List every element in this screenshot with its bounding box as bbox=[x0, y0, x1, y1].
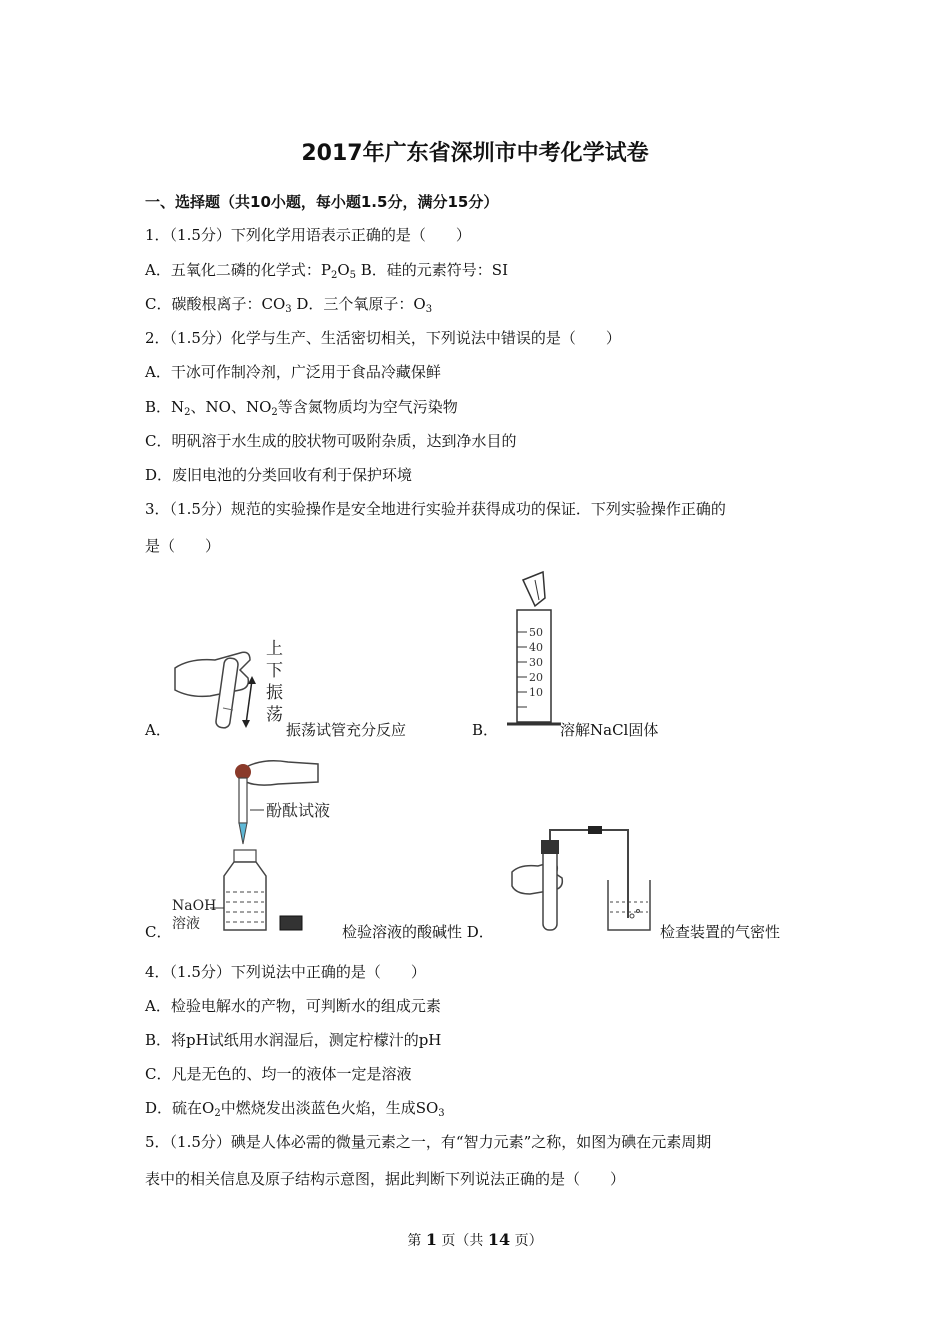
scale-10: 10 bbox=[529, 686, 543, 699]
figure-dropper-bottle bbox=[168, 752, 343, 937]
fig-a-text-3: 振 bbox=[266, 683, 283, 703]
fig-a-text-4: 荡 bbox=[266, 705, 283, 725]
q3-a-caption: 振荡试管充分反应 bbox=[286, 721, 407, 739]
fig-c-naoh-2: 溶液 bbox=[172, 916, 200, 932]
q1-options-ab: A．五氧化二磷的化学式：$P_2O_5$ B．硅的元素符号：SI bbox=[145, 261, 508, 281]
q4-option-a: A．检验电解水的产物，可判断水的组成元素 bbox=[145, 997, 441, 1015]
q4-option-d: D．硫在$O_2$中燃烧发出淡蓝色火焰，生成$SO_3$ bbox=[145, 1099, 445, 1119]
q2-option-c: C．明矾溶于水生成的胶状物可吸附杂质，达到净水目的 bbox=[145, 432, 517, 450]
q2-option-a: A．干冰可作制冷剂，广泛用于食品冷藏保鲜 bbox=[145, 363, 441, 381]
page-footer: 第 1 页（共 14 页） bbox=[407, 1230, 543, 1249]
q3-d-caption: 检查装置的气密性 bbox=[660, 923, 781, 941]
figure-graduated-cylinder bbox=[505, 570, 565, 732]
q3-stem-line1: 3．（1.5分）规范的实验操作是安全地进行实验并获得成功的保证．下列实验操作正确的 bbox=[145, 500, 726, 518]
page-number: 1 bbox=[425, 1230, 437, 1249]
fig-a-text-1: 上 bbox=[266, 639, 283, 659]
q3-c-label: C． bbox=[145, 923, 172, 941]
q3-c-caption: 检验溶液的酸碱性 D． bbox=[342, 923, 494, 941]
section-heading: 一、选择题（共10小题，每小题1.5分，满分15分） bbox=[145, 193, 499, 211]
fig-a-text-2: 下 bbox=[266, 661, 283, 681]
scale-30: 30 bbox=[529, 656, 543, 669]
figure-shaking-test-tube bbox=[170, 628, 290, 733]
scale-20: 20 bbox=[529, 671, 543, 684]
q4-option-b: B．将pH试纸用水润湿后，测定柠檬汁的pH bbox=[145, 1031, 442, 1049]
fig-c-reagent-label: 酚酞试液 bbox=[266, 801, 331, 820]
scale-40: 40 bbox=[529, 641, 543, 654]
scale-50: 50 bbox=[529, 626, 543, 639]
q1-options-cd: C．碳酸根离子：$CO_3$ D．三个氧原子：$O_3$ bbox=[145, 295, 433, 315]
q3-stem-line2: 是（ ） bbox=[145, 537, 221, 555]
q2-option-d: D．废旧电池的分类回收有利于保护环境 bbox=[145, 466, 413, 484]
figure-airtightness-check bbox=[510, 822, 660, 934]
q2-option-b: B．$N_2$、NO、$NO_2$等含氮物质均为空气污染物 bbox=[145, 398, 458, 418]
fig-c-naoh-1: NaOH bbox=[172, 898, 217, 914]
q2-stem: 2．（1.5分）化学与生产、生活密切相关，下列说法中错误的是（ ） bbox=[145, 329, 621, 347]
q4-option-c: C．凡是无色的、均一的液体一定是溶液 bbox=[145, 1065, 412, 1083]
page-title: 2017年广东省深圳市中考化学试卷 bbox=[301, 141, 649, 166]
q3-a-label: A． bbox=[145, 721, 171, 739]
page-total: 14 bbox=[487, 1230, 511, 1249]
q5-stem-line1: 5．（1.5分）碘是人体必需的微量元素之一，有“智力元素”之称，如图为碘在元素周期 bbox=[145, 1133, 712, 1151]
q3-b-label: B． bbox=[472, 721, 499, 739]
q3-b-caption: 溶解NaCl固体 bbox=[560, 721, 659, 739]
q1-stem: 1．（1.5分）下列化学用语表示正确的是（ ） bbox=[145, 226, 471, 244]
q4-stem: 4．（1.5分）下列说法中正确的是（ ） bbox=[145, 963, 426, 981]
q5-stem-line2: 表中的相关信息及原子结构示意图，据此判断下列说法正确的是（ ） bbox=[145, 1170, 626, 1188]
